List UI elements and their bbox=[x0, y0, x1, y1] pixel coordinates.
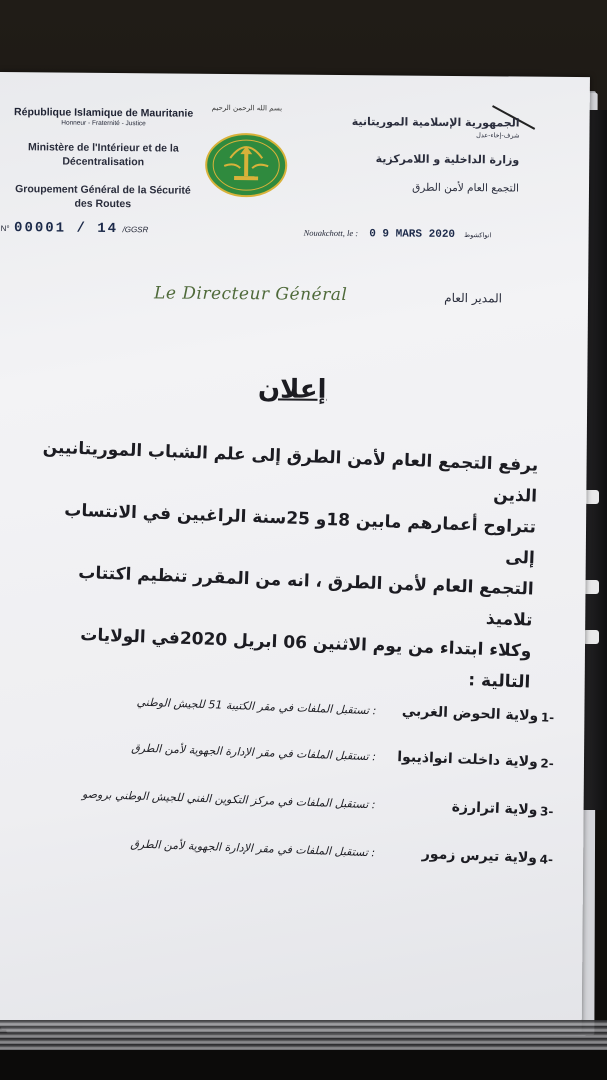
wilaya-name: ولاية الحوض الغربي bbox=[401, 703, 539, 725]
fr-ministry-line2: Décentralisation bbox=[62, 155, 145, 169]
ref-suffix: /GGSR bbox=[122, 225, 149, 235]
fr-motto: Honneur - Fraternité - Justice bbox=[61, 119, 146, 128]
ar-ministry: وزارة الداخلية و اللامركزية bbox=[375, 152, 520, 167]
ref-number: 00001 / 14 bbox=[14, 220, 119, 238]
reference-number bbox=[1, 218, 149, 237]
fr-group-line2: des Routes bbox=[74, 197, 132, 211]
wilaya-name: ولاية تيرس زمور bbox=[421, 846, 538, 867]
ar-republic: الجمهورية الإسلامية الموريتانية bbox=[351, 115, 520, 130]
fr-ministry-line1: Ministère de l'Intérieur et de la bbox=[27, 141, 179, 155]
date-place-ar: انواكشوط bbox=[464, 231, 492, 240]
header-left-french bbox=[3, 106, 204, 212]
ar-group: التجمع العام لأمن الطرق bbox=[412, 181, 520, 195]
announcement-body bbox=[30, 432, 539, 698]
wilaya-office: : تستقبل الملفات في مقر الكتيبة 51 للجيش الوطني bbox=[136, 695, 377, 718]
ar-motto: شرف-إخاء-عدل bbox=[476, 131, 520, 140]
fr-republic: République Islamique de Mauritanie bbox=[14, 106, 194, 120]
body-line: يرفع التجمع العام لأمن الطرق إلى علم الشباب الموريتانيين الذين bbox=[42, 437, 539, 507]
list-item bbox=[0, 832, 553, 873]
body-line: التالية : bbox=[467, 670, 531, 693]
body-line: تتراوح أعمارهم مابين 18و 25سنة الراغبين في الانتساب إلى bbox=[64, 500, 537, 569]
table-surface bbox=[0, 1050, 607, 1080]
wilaya-name: ولاية داخلت انواذيبوا bbox=[397, 749, 539, 771]
wilaya-office: : تستقبل الملفات في مقر الإدارة الجهوية لأمن الطرق bbox=[130, 837, 376, 860]
ref-prefix: N° bbox=[0, 224, 10, 234]
wilaya-name: ولاية اترارزة bbox=[451, 799, 538, 819]
date-line bbox=[304, 221, 492, 242]
fr-group bbox=[3, 182, 203, 212]
date-place-fr: Nouakchott, le : bbox=[303, 227, 359, 239]
announcement-title: إعلان bbox=[257, 374, 327, 405]
wilaya-office: : تستقبل الملفات في مركز التكوين الفني للجيش الوطني بروصو bbox=[81, 787, 376, 812]
document-page bbox=[0, 72, 590, 1032]
body-line: التجمع العام لأمن الطرق ، انه من المقرر تنظيم اكتتاب تلاميذ bbox=[77, 562, 534, 631]
body-line: وكلاء ابتداء من يوم الاثنين 06 ابريل 2020في الولايات bbox=[79, 625, 532, 662]
fr-group-line1: Groupement Général de la Sécurité bbox=[15, 183, 191, 197]
list-item bbox=[0, 736, 554, 777]
basmala: بسم الله الرحمن الرحيم bbox=[211, 103, 283, 113]
list-item bbox=[0, 784, 554, 825]
signatory-ar: المدير العام bbox=[444, 290, 503, 306]
item-number: -3 bbox=[539, 804, 554, 819]
date-value: 0 9 MARS 2020 bbox=[369, 228, 456, 241]
signatory-fr: Le Directeur Général bbox=[153, 283, 348, 306]
wilaya-office: : تستقبل الملفات في مقر الإدارة الجهوية لأمن الطرق bbox=[130, 741, 377, 764]
binder-tab bbox=[583, 630, 599, 644]
emblem-icon bbox=[204, 132, 289, 199]
item-number: -2 bbox=[540, 756, 555, 771]
item-number: -1 bbox=[540, 710, 555, 725]
header-right-arabic bbox=[329, 115, 520, 195]
item-number: -4 bbox=[539, 852, 554, 867]
fr-ministry bbox=[3, 140, 203, 170]
